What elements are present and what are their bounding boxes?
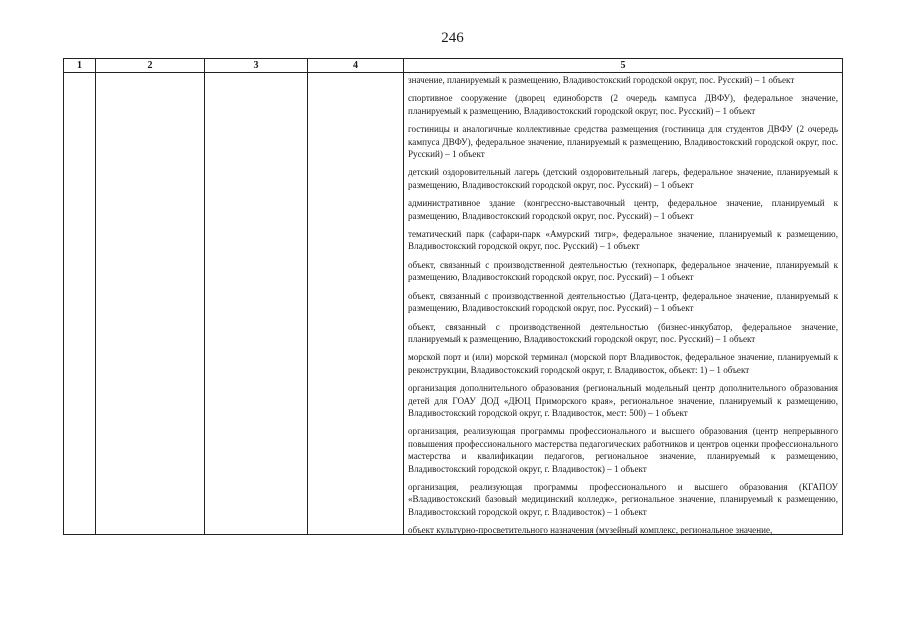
object-entry: объект культурно-просветительного назначения (музейный комплекс, региональное значение,	[408, 525, 773, 535]
column-4-cell	[308, 73, 404, 535]
document-table	[63, 58, 843, 535]
column-3-cell	[205, 73, 308, 535]
column-5-cell	[404, 73, 843, 535]
column-header-4: 4	[308, 59, 404, 73]
column-2-cell	[96, 73, 205, 535]
object-entry: детский оздоровительный лагерь (детский оздоровительный лагерь, федеральное значение, планируемый к размещению, Владивостокский городской округ, пос. Русский) – 1 объект	[408, 167, 838, 190]
table-row	[64, 73, 843, 535]
object-entry: морской порт и (или) морской терминал (морской порт Владивосток, федеральное значение, планируемый к реконструкции, Владивостокский городской округ, г. Владивосток, объект: 1) – 1 объект	[408, 352, 838, 375]
column-header-3: 3	[205, 59, 308, 73]
object-entry: гостиницы и аналогичные коллективные средства размещения (гостиница для студентов ДВФУ (2 очередь кампуса ДВФУ), федеральное значение, планируемый к размещению, Владивостокский городской округ, пос. Русский) – 1 объект	[408, 124, 838, 160]
column-header-1: 1	[64, 59, 96, 73]
table-header-row	[64, 59, 843, 73]
page-number: 246	[441, 30, 464, 46]
object-entry: организация, реализующая программы профессионального и высшего образования (КГАПОУ «Владивостокский базовый медицинский колледж», региональное значение, планируемый к размещению, Владивостокский городской округ, г. Владивосток) – 1 объект	[408, 481, 838, 517]
column-header-5: 5	[404, 59, 843, 73]
object-entry: организация, реализующая программы профессионального и высшего образования (центр непрерывного повышения профессионального мастерства педагогических работников и центров оценки профессионального мастерства и квалификации педагогов, региональное значение, планируемый к размещению, Владивостокский городской округ, г. Владивосток) – 1 объект	[408, 426, 838, 474]
column-header-2: 2	[96, 59, 205, 73]
object-entry: объект, связанный с производственной деятельностью (бизнес-инкубатор, федеральное значение, планируемый к размещению, Владивостокский городской округ, пос. Русский) – 1 объект	[408, 321, 838, 344]
object-entry: спортивное сооружение (дворец единоборств (2 очередь кампуса ДВФУ), федеральное значение, планируемый к размещению, Владивостокский городской округ, пос. Русский) – 1 объект	[408, 93, 838, 116]
object-entry: объект, связанный с производственной деятельностью (технопарк, федеральное значение, планируемый к размещению, Владивостокский городской округ, пос. Русский) – 1 объект	[408, 259, 838, 283]
object-entry: объект, связанный с производственной деятельностью (Дата-центр, федеральное значение, планируемый к размещению, Владивостокский городской округ, пос. Русский) – 1 объект	[408, 290, 838, 314]
column-1-cell	[64, 73, 96, 535]
object-entry: тематический парк (сафари-парк «Амурский тигр», федеральное значение, планируемый к размещению, Владивостокский городской округ, пос. Русский) – 1 объект	[408, 229, 838, 252]
object-entry: административное здание (конгрессно-выставочный центр, федеральное значение, планируемый к размещению, Владивостокский городской округ, пос. Русский) – 1 объект	[408, 198, 838, 221]
object-entry: организация дополнительного образования (региональный модельный центр дополнительного образования детей для ГОАУ ДОД «ДЮЦ Приморского края», региональное значение, планируемый к размещению, Владивостокский городской округ, г. Владивосток, мест: 500) – 1 объект	[408, 383, 838, 418]
object-entry: значение, планируемый к размещению, Владивостокский городской округ, пос. Русский) – 1 объект	[408, 75, 795, 85]
